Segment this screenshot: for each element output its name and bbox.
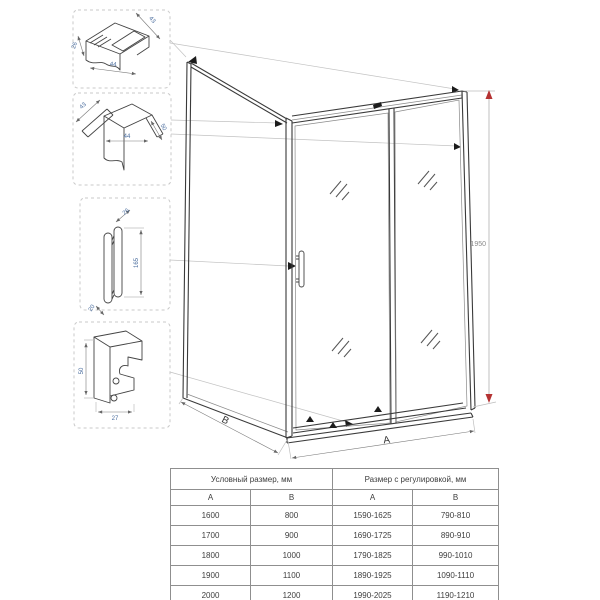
dim-rail-plate: 50	[158, 123, 168, 132]
dim-wall-width: 44	[109, 61, 117, 69]
depth-dim-label: B	[219, 414, 231, 428]
detail-wall-profile	[71, 10, 170, 88]
table-row	[171, 566, 499, 586]
detail-bottom-rail-profile	[74, 322, 170, 428]
dim-bottom-width: 27	[111, 416, 119, 422]
dim-handle-height: 165	[134, 257, 140, 269]
dimensions-table	[170, 468, 499, 600]
table-cell: 800	[251, 506, 333, 526]
height-dimension	[464, 90, 496, 407]
door-handle	[296, 251, 304, 287]
table-subheader: B	[413, 490, 499, 506]
table-cell: 1700	[171, 526, 251, 546]
table-cell: 2000	[171, 586, 251, 600]
table-cell: 1200	[251, 586, 333, 600]
table-cell: 1890-1925	[333, 566, 413, 586]
dim-handle-width: 20	[87, 303, 97, 313]
table-row	[171, 586, 499, 600]
table-cell: 1590-1625	[333, 506, 413, 526]
table-subheader: A	[171, 490, 251, 506]
table-cell: 1690-1725	[333, 526, 413, 546]
dim-wall-depth: 43	[147, 15, 157, 25]
table-cell: 1900	[171, 566, 251, 586]
width-dim-label: A	[382, 434, 391, 447]
table-cell: 790-810	[413, 506, 499, 526]
table-group-header: Условный размер, мм	[171, 469, 333, 490]
dim-rail-width: 44	[123, 134, 131, 140]
table-cell: 1990-2025	[333, 586, 413, 600]
depth-dimension	[179, 398, 287, 455]
dim-wall-height: 26	[71, 41, 80, 50]
table-cell: 990-1010	[413, 546, 499, 566]
table-cell: 1090-1110	[413, 566, 499, 586]
table-row	[171, 506, 499, 526]
detail-top-rail-profile	[73, 93, 171, 185]
table-subheader: A	[333, 490, 413, 506]
detail-handle	[80, 198, 170, 315]
table-group-header: Размер с регулировкой, мм	[333, 469, 499, 490]
table-cell: 1000	[251, 546, 333, 566]
dim-handle-depth: 26	[121, 207, 131, 217]
table-cell: 1790-1825	[333, 546, 413, 566]
dim-bottom-height: 50	[79, 367, 85, 375]
table-cell: 1100	[251, 566, 333, 586]
table-cell: 890-910	[413, 526, 499, 546]
table-cell: 1190-1210	[413, 586, 499, 600]
main-assembly-drawing	[183, 62, 475, 443]
table-subheader: B	[251, 490, 333, 506]
table-cell: 1800	[171, 546, 251, 566]
height-dim-label: 1950	[470, 241, 486, 248]
table-row	[171, 546, 499, 566]
table-cell: 1600	[171, 506, 251, 526]
dim-rail-flange: 43	[78, 101, 88, 111]
table-cell: 900	[251, 526, 333, 546]
table-row	[171, 526, 499, 546]
